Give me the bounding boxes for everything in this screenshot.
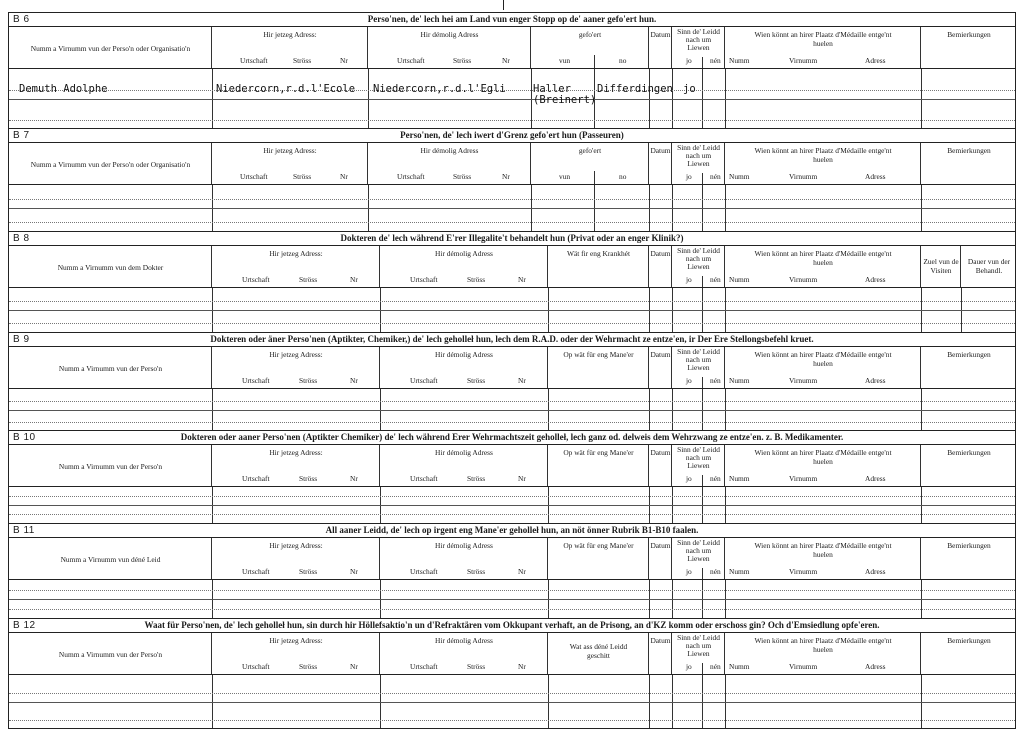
manner-label: Op wät für eng Mane'er — [563, 350, 634, 359]
section-b12 — [8, 618, 1016, 728]
writing-line — [9, 323, 1015, 324]
header-cell-name — [9, 27, 212, 68]
medal-address-label: Adress — [865, 376, 886, 385]
street-label: Ströss — [467, 275, 486, 284]
writing-line — [9, 693, 1015, 694]
writing-line — [9, 90, 1015, 91]
section-b9 — [8, 332, 1016, 430]
former-address-label: Hir démolig Adress — [435, 350, 493, 359]
medal-address-label: Adress — [865, 474, 886, 483]
remarks-label: Bemierkungen — [947, 30, 991, 39]
no-label: nén — [710, 662, 721, 671]
current-address-label: Hir jetzeg Adress: — [263, 146, 317, 155]
date-label: Datum — [650, 146, 671, 155]
alive-split-line — [702, 377, 703, 388]
former-address-label: Hir démolig Adress — [435, 249, 493, 258]
first-name-label: Virnumm — [789, 376, 818, 385]
number-label: Nr — [350, 474, 358, 483]
place-label: Urtschaft — [242, 376, 270, 385]
entry-to: Differdingen — [597, 83, 673, 95]
alive-split-line — [702, 568, 703, 579]
remarks-label: Bemierkungen — [947, 146, 991, 155]
number-label: Nr — [502, 56, 510, 65]
section-data-area — [9, 580, 1015, 619]
row-separator — [9, 599, 1015, 600]
header-cell-name — [9, 143, 212, 184]
alive-label: Sinn de' Leidd nach um Liewen — [677, 633, 720, 658]
header-cell-remarks — [921, 27, 1017, 68]
place-label: Urtschaft — [397, 172, 425, 181]
number-label: Nr — [518, 662, 526, 671]
street-label: Ströss — [453, 56, 472, 65]
number-label: Nr — [340, 56, 348, 65]
current-address-label: Hir jetzeg Adress: — [269, 636, 323, 645]
header-cell-manner — [548, 445, 649, 486]
number-label: Nr — [518, 275, 526, 284]
header-cell-cur — [212, 143, 368, 184]
row-separator — [9, 410, 1015, 411]
medal-label: Wien könnt an hirer Plaatz d'Médaille entge'nt huelen — [754, 146, 892, 164]
row-separator — [9, 702, 1015, 703]
header-cell-drive — [531, 27, 649, 68]
header-cell-medal — [725, 538, 921, 579]
section-title-row — [9, 524, 1015, 538]
alive-split-line — [702, 475, 703, 486]
header-cell-manner — [548, 347, 649, 388]
number-label: Nr — [518, 567, 526, 576]
number-label: Nr — [502, 172, 510, 181]
alive-label: Sinn de' Leidd nach um Liewen — [677, 246, 720, 271]
header-cell-date — [649, 347, 672, 388]
yes-label: jo — [686, 376, 692, 385]
section-b7 — [8, 128, 1016, 231]
header-cell-date — [649, 633, 672, 674]
header-cell-former — [368, 143, 531, 184]
name-column-label: Numm a Virnumm vun der Perso'n oder Organisatio'n — [30, 160, 191, 169]
row-separator — [9, 208, 1015, 209]
header-cell-illness — [548, 246, 649, 287]
manner-label: Op wät für eng Mane'er — [563, 448, 634, 457]
former-address-label: Hir démolig Adress — [435, 541, 493, 550]
entry-from: Haller — [533, 83, 571, 95]
place-label: Urtschaft — [410, 275, 438, 284]
header-cell-name — [9, 633, 212, 674]
yes-label: jo — [686, 172, 692, 181]
place-label: Urtschaft — [240, 56, 268, 65]
place-label: Urtschaft — [410, 567, 438, 576]
alive-split-line — [702, 173, 703, 184]
remarks-label: Bemierkungen — [947, 350, 991, 359]
number-label: Nr — [350, 662, 358, 671]
medal-label: Wien könnt an hirer Plaatz d'Médaille entge'nt huelen — [754, 448, 892, 466]
writing-line — [9, 720, 1015, 721]
medal-address-label: Adress — [865, 56, 886, 65]
header-cell-former — [380, 445, 548, 486]
date-label: Datum — [650, 350, 671, 359]
section-title: Perso'nen, de' lech iwert d'Grenz gefo'ert hun (Passeuren) — [400, 130, 624, 140]
number-label: Nr — [350, 376, 358, 385]
first-name-label: Virnumm — [789, 56, 818, 65]
no-label: nén — [710, 56, 721, 65]
medal-label: Wien könnt an hirer Plaatz d'Médaille entge'nt huelen — [754, 30, 892, 48]
date-label: Datum — [650, 30, 671, 39]
column-header-row — [9, 633, 1015, 675]
street-label: Ströss — [299, 662, 318, 671]
yes-label: jo — [686, 56, 692, 65]
place-label: Urtschaft — [242, 275, 270, 284]
medal-label: Wien könnt an hirer Plaatz d'Médaille entge'nt huelen — [754, 350, 892, 368]
current-address-label: Hir jetzeg Adress: — [269, 350, 323, 359]
header-cell-remarks — [921, 633, 1017, 674]
remarks-label: Bemierkungen — [947, 636, 991, 645]
column-header-row — [9, 143, 1015, 185]
place-label: Urtschaft — [410, 662, 438, 671]
medal-address-label: Adress — [865, 662, 886, 671]
top-tick-mark — [503, 0, 504, 10]
writing-line — [9, 222, 1015, 223]
medal-label: Wien könnt an hirer Plaatz d'Médaille entge'nt huelen — [754, 636, 892, 654]
section-title: All aaner Leidd, de' lech op irgent eng Mane'er geholleł hun, an nöt önner Rubrik B1-B10 faalen. — [325, 525, 699, 535]
header-cell-remarks — [921, 538, 1017, 579]
first-name-label: Virnumm — [789, 275, 818, 284]
name-column-label: Numm a Virnumm vun der Perso'n — [58, 364, 163, 373]
name-column-label: Numm a Virnumm vun der Perso'n — [58, 650, 163, 659]
header-cell-date — [649, 143, 672, 184]
entry-from-extra: (Breinert) — [533, 94, 597, 106]
surname-label: Numm — [729, 172, 750, 181]
header-cell-alive — [672, 633, 725, 674]
current-address-label: Hir jetzeg Adress: — [269, 249, 323, 258]
alive-label: Sinn de' Leidd nach um Liewen — [677, 445, 720, 470]
section-code: B 6 — [13, 14, 30, 25]
street-label: Ströss — [467, 567, 486, 576]
no-label: nén — [710, 376, 721, 385]
writing-line — [9, 301, 1015, 302]
header-cell-cur — [212, 27, 368, 68]
surname-label: Numm — [729, 376, 750, 385]
writing-line — [9, 514, 1015, 515]
header-cell-medal — [725, 246, 921, 287]
yes-label: jo — [686, 474, 692, 483]
yes-label: jo — [686, 567, 692, 576]
street-label: Ströss — [467, 474, 486, 483]
header-cell-cur — [212, 633, 380, 674]
section-title: Waat für Perso'nen, de' lech geholleł hun, sin durch hir Höllefsaktio'n un d'Refraktären vom Okkupant verhaft, an de Prisong, an d'KZ komm oder erschoss gin? Och d'Emsiedlung opfe'eren. — [144, 620, 880, 630]
street-label: Ströss — [299, 275, 318, 284]
header-cell-cur — [212, 347, 380, 388]
remarks-label: Bemierkungen — [947, 541, 991, 550]
current-address-label: Hir jetzeg Adress: — [263, 30, 317, 39]
form-bottom-line — [8, 728, 1016, 729]
header-cell-victim — [548, 633, 649, 674]
no-label: nén — [710, 172, 721, 181]
header-cell-name — [9, 246, 212, 287]
entry-name: Demuth Adolphe — [19, 83, 108, 95]
header-cell-cur — [212, 246, 380, 287]
section-title-row — [9, 431, 1015, 445]
section-code: B 12 — [13, 620, 36, 631]
section-code: B 10 — [13, 432, 36, 443]
section-data-area — [9, 185, 1015, 232]
date-label: Datum — [650, 249, 671, 258]
header-cell-medal — [725, 445, 921, 486]
medal-label: Wien könnt an hirer Plaatz d'Médaille entge'nt huelen — [754, 249, 892, 267]
header-cell-alive — [672, 246, 725, 287]
section-code: B 11 — [13, 525, 35, 536]
place-label: Urtschaft — [410, 376, 438, 385]
street-label: Ströss — [299, 376, 318, 385]
number-label: Nr — [350, 275, 358, 284]
header-cell-remarks — [921, 445, 1017, 486]
no-label: nén — [710, 474, 721, 483]
writing-line — [9, 199, 1015, 200]
name-column-label: Numm a Virnumm vun der Perso'n — [58, 462, 163, 471]
writing-line — [9, 401, 1015, 402]
place-label: Urtschaft — [397, 56, 425, 65]
illness-label: Wät fir eng Krankhét — [567, 249, 630, 258]
street-label: Ströss — [293, 172, 312, 181]
former-address-label: Hir démolig Adress — [420, 146, 479, 155]
section-title-row — [9, 619, 1015, 633]
first-name-label: Virnumm — [789, 172, 818, 181]
section-data-area — [9, 69, 1015, 129]
column-header-row — [9, 27, 1015, 69]
date-label: Datum — [650, 448, 671, 457]
header-cell-medal — [725, 633, 921, 674]
victim-label: Wat ass déné Leidd geschitt — [569, 642, 628, 660]
writing-line — [9, 609, 1015, 610]
date-label: Datum — [650, 541, 671, 550]
surname-label: Numm — [729, 56, 750, 65]
name-column-label: Numm a Virnumm vun dem Dokter — [57, 263, 164, 272]
row-separator — [9, 310, 1015, 311]
alive-split-line — [702, 663, 703, 674]
driven-label: gefo'ert — [578, 30, 602, 39]
header-cell-name — [9, 347, 212, 388]
place-label: Urtschaft — [410, 474, 438, 483]
section-code: B 7 — [13, 130, 30, 141]
number-label: Nr — [518, 376, 526, 385]
place-label: Urtschaft — [242, 567, 270, 576]
entry-former-address: Niedercorn,r.d.l'Egli — [373, 83, 506, 95]
header-cell-alive — [672, 27, 725, 68]
number-label: Nr — [340, 172, 348, 181]
medal-address-label: Adress — [865, 275, 886, 284]
entry-current-address: Niedercorn,r.d.l'Ecole — [216, 83, 356, 95]
section-data-area — [9, 288, 1015, 333]
alive-label: Sinn de' Leidd nach um Liewen — [677, 347, 720, 372]
alive-label: Sinn de' Leidd nach um Liewen — [677, 538, 720, 563]
column-header-row — [9, 246, 1015, 288]
street-label: Ströss — [299, 567, 318, 576]
medal-address-label: Adress — [865, 567, 886, 576]
first-name-label: Virnumm — [789, 567, 818, 576]
no-label: nén — [710, 275, 721, 284]
header-cell-name — [9, 538, 212, 579]
yes-label: jo — [686, 275, 692, 284]
writing-line — [9, 590, 1015, 591]
street-label: Ströss — [467, 376, 486, 385]
current-address-label: Hir jetzeg Adress: — [269, 448, 323, 457]
street-label: Ströss — [293, 56, 312, 65]
former-address-label: Hir démolig Adress — [435, 636, 493, 645]
drive-split-line — [594, 171, 595, 184]
header-cell-former — [380, 347, 548, 388]
writing-line — [9, 120, 1015, 121]
alive-label: Sinn de' Leidd nach um Liewen — [677, 143, 720, 168]
section-title: Perso'nen, de' lech hei am Land vun enger Stopp op de' aaner gefo'ert hun. — [367, 14, 657, 24]
column-header-row — [9, 445, 1015, 487]
header-cell-medal — [725, 347, 921, 388]
column-header-row — [9, 538, 1015, 580]
header-cell-medal — [725, 27, 921, 68]
to-label: no — [619, 56, 627, 65]
section-title: Dokteren oder aaner Perso'nen (Aptikter Chemiker) de' lech während Erer Wehrmachtszeit geholleł, lech ganz od. delweis dem Wehrzwang ze entze'en. z. B. Medikamenter. — [180, 432, 844, 442]
remarks-label: Bemierkungen — [947, 448, 991, 457]
place-label: Urtschaft — [242, 662, 270, 671]
current-address-label: Hir jetzeg Adress: — [269, 541, 323, 550]
section-b8 — [8, 231, 1016, 332]
street-label: Ströss — [453, 172, 472, 181]
street-label: Ströss — [467, 662, 486, 671]
header-cell-alive — [672, 143, 725, 184]
date-label: Datum — [650, 636, 671, 645]
header-cell-remarks — [921, 143, 1017, 184]
name-column-label: Numm a Virnumm vun déné Leid — [60, 555, 161, 564]
former-address-label: Hir démolig Adress — [435, 448, 493, 457]
header-cell-remarks — [921, 347, 1017, 388]
drive-split-line — [594, 55, 595, 68]
section-data-area — [9, 675, 1015, 729]
section-code: B 8 — [13, 233, 30, 244]
entry-yes: jo — [683, 83, 696, 95]
section-data-area — [9, 487, 1015, 524]
section-b6 — [8, 12, 1016, 128]
header-cell-date — [649, 246, 672, 287]
medal-label: Wien könnt an hirer Plaatz d'Médaille entge'nt huelen — [754, 541, 892, 559]
section-code: B 9 — [13, 334, 30, 345]
header-cell-former — [380, 633, 548, 674]
surname-label: Numm — [729, 567, 750, 576]
header-cell-former — [368, 27, 531, 68]
header-cell-cur — [212, 445, 380, 486]
column-header-row — [9, 347, 1015, 389]
section-title-row — [9, 13, 1015, 27]
section-title-row — [9, 232, 1015, 246]
visits-label: Zuel vun de Visiten — [923, 257, 959, 275]
row-separator — [9, 99, 1015, 100]
section-title-row — [9, 333, 1015, 347]
row-separator — [9, 505, 1015, 506]
duration-label: Dauer vun der Behandl. — [967, 257, 1011, 275]
section-title-row — [9, 129, 1015, 143]
header-cell-date — [649, 538, 672, 579]
header-cell-drive — [531, 143, 649, 184]
header-cell-cur — [212, 538, 380, 579]
header-cell-former — [380, 246, 548, 287]
surname-label: Numm — [729, 662, 750, 671]
header-cell-alive — [672, 445, 725, 486]
place-label: Urtschaft — [242, 474, 270, 483]
header-cell-visits — [921, 246, 961, 287]
header-cell-date — [649, 445, 672, 486]
driven-label: gefo'ert — [578, 146, 602, 155]
header-cell-alive — [672, 538, 725, 579]
number-label: Nr — [350, 567, 358, 576]
name-column-label: Numm a Virnumm vun der Perso'n oder Organisatio'n — [30, 44, 191, 53]
manner-label: Op wät für eng Mane'er — [563, 541, 634, 550]
from-label: vun — [559, 172, 571, 181]
surname-label: Numm — [729, 275, 750, 284]
writing-line — [9, 496, 1015, 497]
medal-address-label: Adress — [865, 172, 886, 181]
to-label: no — [619, 172, 627, 181]
alive-label: Sinn de' Leidd nach um Liewen — [677, 27, 720, 52]
first-name-label: Virnumm — [789, 662, 818, 671]
place-label: Urtschaft — [240, 172, 268, 181]
alive-split-line — [702, 57, 703, 68]
former-address-label: Hir démolig Adress — [420, 30, 479, 39]
header-cell-duration — [961, 246, 1017, 287]
section-b11 — [8, 523, 1016, 618]
street-label: Ströss — [299, 474, 318, 483]
section-b10 — [8, 430, 1016, 523]
header-cell-former — [380, 538, 548, 579]
header-cell-medal — [725, 143, 921, 184]
section-data-area — [9, 389, 1015, 431]
writing-line — [9, 422, 1015, 423]
surname-label: Numm — [729, 474, 750, 483]
first-name-label: Virnumm — [789, 474, 818, 483]
from-label: vun — [559, 56, 571, 65]
section-title: Dokteren de' lech während E'rer Illegalite't behandelt hun (Privat oder an enger Klinik?) — [340, 233, 684, 243]
section-title: Dokteren oder äner Perso'nen (Aptikter, Chemiker,) de' lech geholleł hun, lech dem R.A.D. oder der Wehrmacht ze entze'en, ir Der Ere Stellongsbefehl kruet. — [210, 334, 814, 344]
alive-split-line — [702, 276, 703, 287]
header-cell-manner — [548, 538, 649, 579]
header-cell-name — [9, 445, 212, 486]
header-cell-alive — [672, 347, 725, 388]
yes-label: jo — [686, 662, 692, 671]
no-label: nén — [710, 567, 721, 576]
header-cell-date — [649, 27, 672, 68]
number-label: Nr — [518, 474, 526, 483]
